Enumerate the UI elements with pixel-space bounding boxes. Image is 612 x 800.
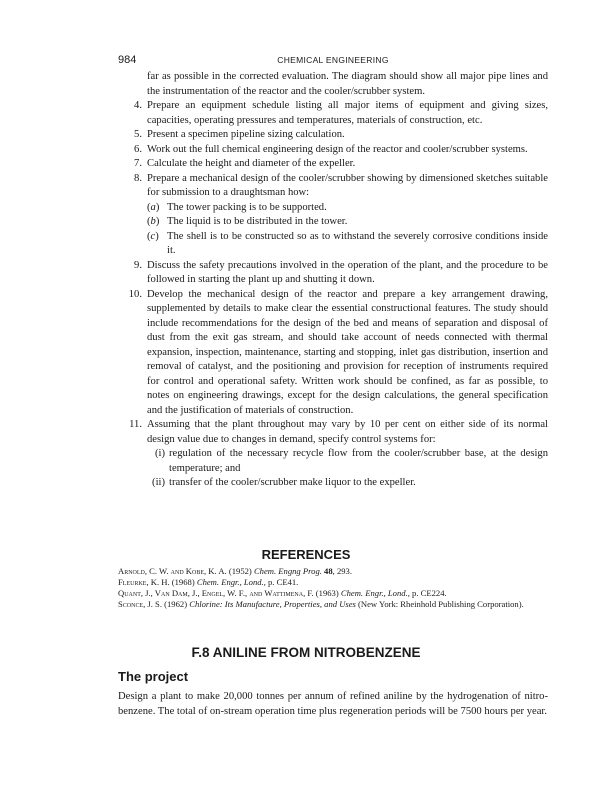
sub-item-letter: b bbox=[150, 216, 156, 227]
ref-authors: Quant, J., Van Dam, J., Engel, W. F., and Wattimena, F. bbox=[118, 588, 314, 598]
item-number: 5. bbox=[134, 129, 142, 140]
list-item-7 bbox=[118, 157, 548, 172]
ref-authors: Sconce, J. S. bbox=[118, 599, 162, 609]
sub-item-letter: a bbox=[150, 201, 156, 213]
page-number: 984 bbox=[118, 54, 137, 66]
ref-source: Chem. Engr., Lond. bbox=[196, 577, 264, 587]
item-number: 10. bbox=[128, 288, 142, 300]
item-text: Present a specimen pipeline sizing calculation. bbox=[147, 129, 345, 140]
item-text: Prepare an equipment schedule listing all major items of equipment and giving sizes, capacities, operating pressures and temperatures, materials of construction, etc. bbox=[147, 100, 548, 126]
ref-year: (1968) bbox=[171, 577, 195, 587]
sub-item-text: transfer of the cooler/scrubber make liquor to the expeller. bbox=[169, 477, 416, 488]
list-item-4 bbox=[118, 99, 548, 128]
list-item-6 bbox=[118, 143, 548, 158]
sub-item-text: The liquid is to be distributed in the tower. bbox=[167, 216, 348, 227]
section-heading: F.8 ANILINE FROM NITROBENZENE bbox=[191, 645, 421, 660]
item-number: 6. bbox=[134, 143, 142, 155]
item-text: Prepare a mechanical design of the cooler/scrubber showing by dimensioned sketches suitable for submission to a draughtsman how: bbox=[147, 172, 548, 198]
reference-entry bbox=[118, 577, 548, 588]
ref-rest: (New York: Rheinhold Publishing Corporation). bbox=[355, 599, 524, 609]
references-heading: REFERENCES bbox=[261, 547, 351, 562]
ref-authors: Fleurke, K. H. bbox=[118, 577, 170, 587]
ref-source: Chem. Engr., Lond. bbox=[340, 588, 408, 598]
reference-entry bbox=[118, 566, 548, 577]
reference-entry bbox=[118, 599, 548, 610]
reference-entry bbox=[118, 588, 548, 599]
list-item-8 bbox=[118, 172, 548, 201]
sub-item-label: (a) bbox=[147, 201, 160, 213]
sub-item-label: (ii) bbox=[152, 477, 165, 488]
item-text: Calculate the height and diameter of the expeller. bbox=[147, 158, 356, 169]
sub-item-text: regulation of the necessary recycle flow from the cooler/scrubber base, at the design temperature; and bbox=[169, 448, 548, 474]
ref-source: Chlorine: Its Manufacture, Properties, and Uses bbox=[189, 599, 356, 609]
page-header bbox=[118, 54, 548, 68]
ref-year: (1963) bbox=[315, 588, 339, 598]
continued-text: far as possible in the corrected evaluation. The diagram should show all major pipe lines and the instrumentation of the reactor and the cooler/scrubber system. bbox=[147, 71, 548, 97]
item-number: 7. bbox=[134, 158, 142, 169]
ref-source: Chem. Engng Prog. bbox=[253, 566, 322, 576]
item-text: Develop the mechanical design of the reactor and prepare a key arrangement drawing, supplemented by details to make clear the essential constructional features. The study should include recommendations for the design of the bed and means of separation and disposal of dust from the exit gas stream, and should take account of needs connected with thermal expansion, inspection, maintenance, starting and stopping, inlet gas distribution, insertion and removal of catalyst, and the positioning and provision for reception of instruments required for control and operational safety. Written work should be confined, as far as possible, to notes on engineering drawings, except for the design calculations, the general specification and the justification of materials of construction. bbox=[147, 288, 548, 416]
subsection-heading: The project bbox=[118, 669, 189, 684]
list-item-10 bbox=[118, 288, 548, 419]
references-list bbox=[118, 566, 548, 610]
sub-item-a bbox=[118, 201, 548, 216]
project-paragraph: Design a plant to make 20,000 tonnes per annum of refined aniline by the hydrogenation of nitro-benzene. The total of on-stream operation time plus regeneration periods will be 7500 hours per year. bbox=[118, 691, 548, 717]
item-number: 9. bbox=[134, 259, 142, 271]
design-task-list bbox=[118, 70, 548, 491]
item-number: 11. bbox=[129, 419, 142, 430]
ref-volume: 48 bbox=[324, 566, 333, 576]
sub-item-label: (b) bbox=[147, 216, 160, 227]
item-text: Discuss the safety precautions involved in the operation of the plant, and the procedure to be followed in starting the plant up and shutting it down. bbox=[147, 259, 548, 285]
list-item-5 bbox=[118, 128, 548, 143]
sub-item-letter: c bbox=[150, 230, 156, 242]
sub-item-text: The shell is to be constructed so as to withstand the severely corrosive conditions inside it. bbox=[167, 230, 548, 256]
list-item-11 bbox=[118, 418, 548, 447]
ref-year: (1962) bbox=[164, 599, 188, 609]
ref-year: (1952) bbox=[228, 566, 252, 576]
ref-rest: , 293. bbox=[332, 566, 352, 576]
item-text: Work out the full chemical engineering design of the reactor and cooler/scrubber systems. bbox=[147, 143, 528, 155]
sub-item-ii bbox=[118, 476, 548, 491]
ref-rest: , p. CE41. bbox=[263, 577, 299, 587]
item-text: Assuming that the plant throughout may vary by 10 per cent on either side of its normal design value due to changes in demand, specify control systems for: bbox=[147, 419, 548, 445]
sub-item-label: (i) bbox=[155, 448, 165, 459]
sub-item-label: (c) bbox=[147, 230, 159, 242]
running-title: CHEMICAL ENGINEERING bbox=[277, 55, 389, 65]
sub-item-c bbox=[118, 230, 548, 259]
list-item-9 bbox=[118, 259, 548, 288]
sub-item-b bbox=[118, 215, 548, 230]
ref-authors: Arnold, C. W. and Kobe, K. A. bbox=[118, 566, 227, 576]
item-number: 4. bbox=[134, 100, 142, 111]
item-number: 8. bbox=[134, 172, 142, 184]
sub-item-i bbox=[118, 447, 548, 476]
sub-item-text: The tower packing is to be supported. bbox=[167, 201, 327, 213]
ref-rest: , p. CE224. bbox=[407, 588, 447, 598]
